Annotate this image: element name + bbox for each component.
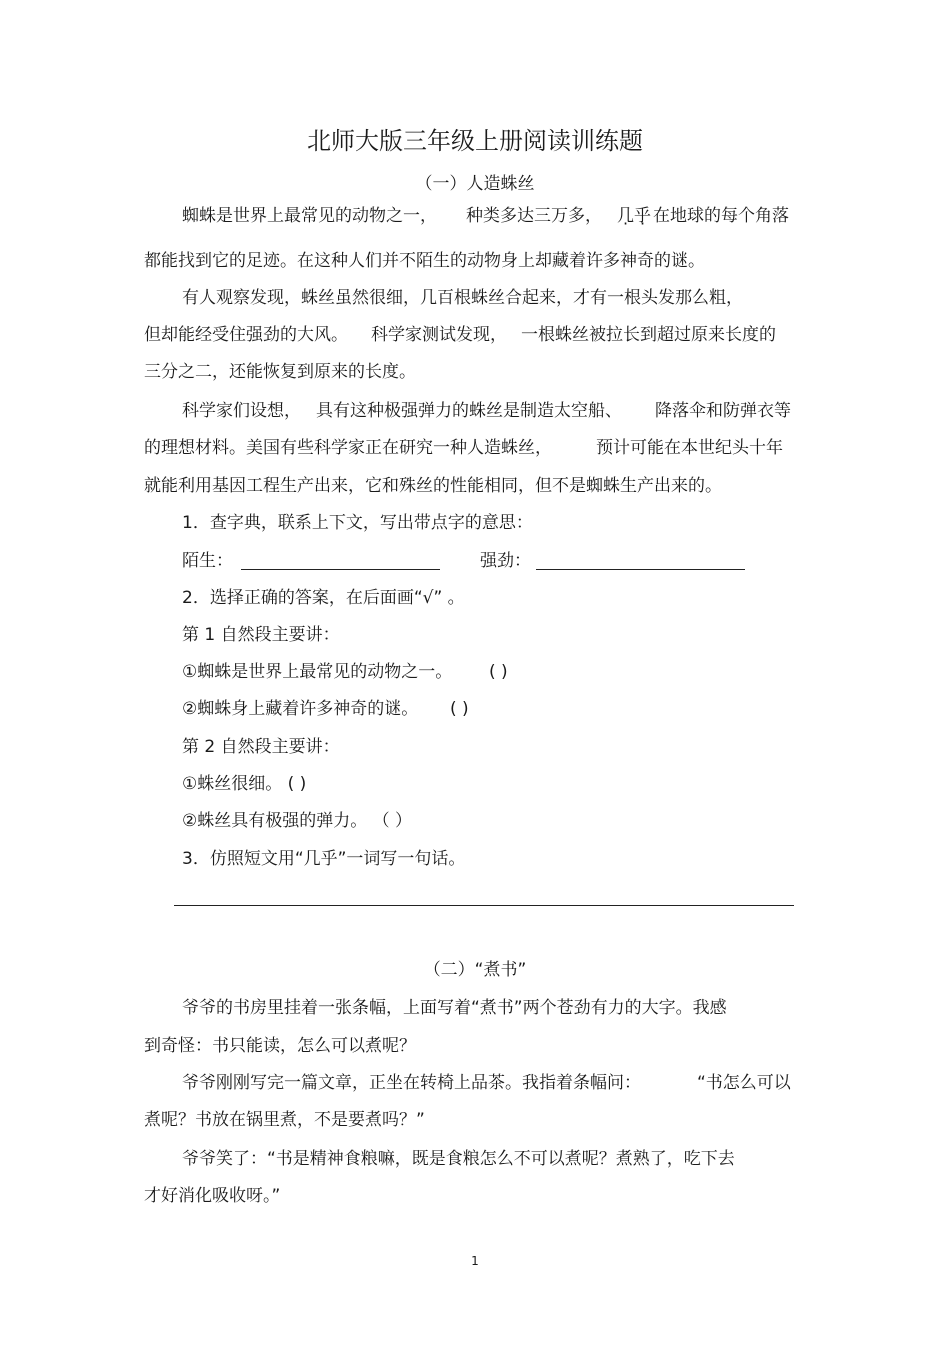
s1-p3-line1b: 具有这种极强弹力的蛛丝是制造太空船、 <box>316 401 622 421</box>
dotted-char-hu: 乎 <box>634 206 651 226</box>
q2-option-4: ②蛛丝具有极强的弹力。 （ ） <box>182 811 413 831</box>
s1-p2-line3: 三分之二，还能恢复到原来的长度。 <box>144 362 416 382</box>
q1-label-mosheng: 陌生： <box>182 551 233 571</box>
s1-p1-line1-dotted <box>617 204 651 228</box>
s2-p3-line1: 爷爷笑了：“书是精神食粮嘛，既是食粮怎么不可以煮呢？煮熟了，吃下去 <box>182 1149 735 1169</box>
question-1: 1．查字典，联系上下文，写出带点字的意思： <box>182 513 533 533</box>
s1-p2-line2a: 但却能经受住强劲的大风。 <box>144 325 348 345</box>
question-3: 3．仿照短文用“几乎”一词写一句话。 <box>182 849 466 869</box>
s1-p2-line2b: 科学家测试发现， <box>371 325 507 345</box>
q1-answer-blank-mosheng[interactable] <box>241 569 440 570</box>
s1-p3-line2a: 的理想材料。美国有些科学家正在研究一种人造蛛丝， <box>144 438 552 458</box>
s1-p2-line2c: 一根蛛丝被拉长到超过原来长度的 <box>521 325 776 345</box>
s1-p3-line3: 就能利用基因工程生产出来，它和殊丝的性能相同，但不是蜘蛛生产出来的。 <box>144 476 722 496</box>
q2-group-1: 第 1 自然段主要讲： <box>182 625 340 645</box>
q1-label-qiangjin: 强劲： <box>480 551 531 571</box>
q1-answer-blank-qiangjin[interactable] <box>536 569 745 570</box>
s2-p2-line2: 煮呢？书放在锅里煮，不是要煮吗？” <box>144 1110 425 1130</box>
q2-option-2-paren[interactable]: ( ) <box>450 699 469 719</box>
s1-p2-line1: 有人观察发现，蛛丝虽然很细，几百根蛛丝合起来，才有一根头发那么粗， <box>182 288 743 308</box>
s1-p3-line1a: 科学家们设想， <box>182 401 301 421</box>
q2-option-3: ①蛛丝很细。 ( ) <box>182 774 307 794</box>
section-1-heading: （一）人造蛛丝 <box>415 174 535 194</box>
q2-option-2: ②蜘蛛身上藏着许多神奇的谜。 <box>182 699 419 719</box>
s2-p3-line2: 才好消化吸收呀。” <box>144 1186 281 1206</box>
s1-p1-line2: 都能找到它的足迹。在这种人们并不陌生的动物身上却藏着许多神奇的谜。 <box>144 251 705 271</box>
s1-p3-line1c: 降落伞和防弹衣等 <box>655 401 791 421</box>
s2-p2-line1a: 爷爷刚刚写完一篇文章，正坐在转椅上品茶。我指着条幅问： <box>182 1073 641 1093</box>
q2-group-2: 第 2 自然段主要讲： <box>182 737 340 757</box>
page-number: 1 <box>471 1254 479 1268</box>
s2-p2-line1b: “书怎么可以 <box>697 1073 791 1093</box>
question-2: 2．选择正确的答案，在后面画“√” 。 <box>182 588 465 608</box>
s1-p3-line2b: 预计可能在本世纪头十年 <box>596 438 783 458</box>
s1-p1-line1c: 在地球的每个角落 <box>653 206 789 226</box>
section-2-heading: （二）“煮书” <box>423 960 527 980</box>
s1-p1-line1b: 种类多达三万多， <box>466 206 602 226</box>
q2-option-1: ①蜘蛛是世界上最常见的动物之一。 <box>182 662 453 682</box>
s2-p1-line2: 到奇怪：书只能读，怎么可以煮呢？ <box>144 1036 416 1056</box>
s1-p1-line1a: 蜘蛛是世界上最常见的动物之一， <box>182 206 437 226</box>
s2-p1-line1: 爷爷的书房里挂着一张条幅，上面写着“煮书”两个苍劲有力的大字。我感 <box>182 998 727 1018</box>
q2-option-1-paren[interactable]: ( ) <box>489 662 508 682</box>
page-title: 北师大版三年级上册阅读训练题 <box>307 127 643 155</box>
dotted-char-ji: 几 <box>617 206 634 226</box>
q3-answer-line[interactable] <box>174 905 794 906</box>
